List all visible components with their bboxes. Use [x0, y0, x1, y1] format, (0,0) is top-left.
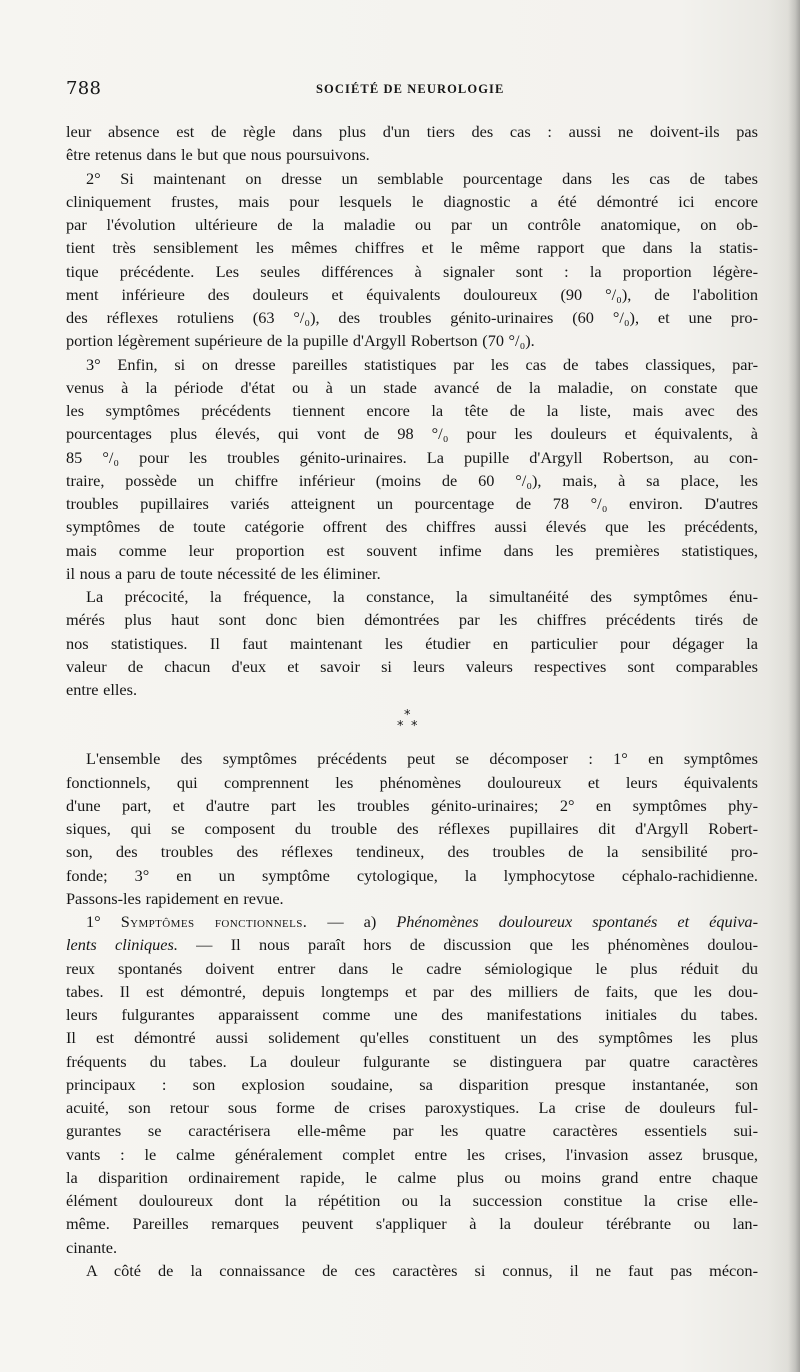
- text-line: 3° Enfin, si on dresse pareilles statistiques par les cas de tabes classiques, par-: [86, 354, 758, 374]
- text-line: leur absence est de règle dans plus d'un tiers des cas : aussi ne doivent-ils pas: [66, 122, 758, 141]
- asterisk: *: [411, 719, 418, 735]
- text-line: des réflexes rotuliens (63 °/₀), des troubles génito-urinaires (60 °/₀), et une pro-: [66, 308, 758, 327]
- heading-number: 1°: [86, 912, 121, 931]
- text-line: L'ensemble des symptômes précédents peut se décomposer : 1° en symptômes: [86, 749, 758, 769]
- asterisk: *: [404, 708, 411, 724]
- text-line: siques, qui se composent du trouble des réflexes pupillaires dit d'Argyll Robert-: [66, 819, 758, 838]
- text-line: pourcentages plus élevés, qui vont de 98 °/₀ pour les douleurs et équivalents, à: [66, 424, 758, 444]
- running-head: [66, 78, 758, 102]
- text-line: symptômes de toute catégorie offrent des chiffres aussi élevés que les précédents,: [66, 517, 758, 537]
- subsection-heading: Phénomènes douloureux spontanés et équiva-: [396, 912, 758, 931]
- asterisk: *: [397, 719, 404, 735]
- subsection-heading-cont: lents cliniques.: [66, 935, 178, 955]
- body-text: [66, 120, 758, 1282]
- text-line: cliniquement frustes, mais pour lesquels le diagnostic a été démontré ici encore: [66, 191, 758, 211]
- text-line: Il est démontré aussi solidement qu'elles constituent un des symptômes les plus: [66, 1028, 758, 1048]
- text-line-section-heading: [66, 910, 758, 933]
- text-line: 85 °/₀ pour les troubles génito-urinaires. La pupille d'Argyll Robertson, au con-: [66, 447, 758, 467]
- text-line: il nous a paru de toute nécessité de les éliminer.: [66, 563, 381, 583]
- text-line: élément douloureux dont la répétition ou la succession constitue la crise elle-: [66, 1191, 758, 1210]
- text-line: troubles pupillaires variés atteignent un pourcentage de 78 °/₀ environ. D'autres: [66, 494, 758, 513]
- text-line: tient très sensiblement les mêmes chiffres et le même rapport que dans la statis-: [66, 238, 758, 258]
- text-line: ment inférieure des douleurs et équivalents douloureux (90 °/₀), de l'abolition: [66, 284, 758, 304]
- text-line: principaux : son explosion soudaine, sa disparition presque instantanée, son: [66, 1074, 758, 1094]
- text-line: valeur de chacun d'eux et savoir si leurs valeurs respectives sont comparables: [66, 656, 758, 676]
- text-line: Passons-les rapidement en revue.: [66, 888, 284, 908]
- text-line: mais comme leur proportion est souvent infime dans les premières statistiques,: [66, 540, 758, 560]
- text-line: les symptômes précédents tiennent encore la tête de la liste, mais avec des: [66, 401, 758, 420]
- text-line: venus à la période d'état ou à un stade avancé de la maladie, on constate que: [66, 377, 758, 397]
- text-line: entre elles.: [66, 680, 138, 699]
- text-line: 2° Si maintenant on dresse un semblable pourcentage dans les cas de tabes: [86, 168, 758, 188]
- text-line: fonctionnels, qui comprennent les phénomènes douloureux et leurs équivalents: [66, 772, 758, 792]
- text-line: vants : le calme généralement complet entre les crises, l'invasion assez brusque,: [66, 1144, 758, 1164]
- text-line: fréquents du tabes. La douleur fulgurante se distinguera par quatre caractères: [66, 1051, 758, 1071]
- text-line: fonde; 3° en un symptôme cytologique, la lymphocytose céphalo-rachidienne.: [66, 865, 758, 885]
- text-line: par l'évolution ultérieure de la maladie ou par un contrôle anatomique, on ob-: [66, 215, 758, 234]
- text-line: même. Pareilles remarques peuvent s'appliquer à la douleur térébrante ou lan-: [66, 1214, 758, 1234]
- text-line: d'une part, et d'autre part les troubles génito-urinaires; 2° en symptômes phy-: [66, 795, 758, 815]
- text-line: leurs fulgurantes apparaissent comme une des manifestations initiales du tabes.: [66, 1005, 758, 1024]
- text-line: portion légèrement supérieure de la pupille d'Argyll Robertson (70 °/₀).: [66, 331, 535, 351]
- text-line: A côté de la connaissance de ces caractères si connus, il ne faut pas mécon-: [86, 1260, 758, 1280]
- text-line: reux spontanés doivent entrer dans le cadre sémiologique le plus réduit du: [66, 958, 758, 978]
- text-line: son, des troubles des réflexes tendineux, des troubles de la sensibilité pro-: [66, 842, 758, 862]
- text-line: cinante.: [66, 1237, 118, 1257]
- text-line: acuité, son retour sous forme de crises paroxystiques. La crise de douleurs ful-: [66, 1098, 758, 1117]
- text-line: mérés plus haut sont donc bien démontrées par les chiffres précédents tirés de: [66, 610, 758, 630]
- section-heading: Symptômes fonctionnels.: [120, 912, 308, 931]
- text-line: traire, possède un chiffre inférieur (moins de 60 °/₀), mais, à sa place, les: [66, 470, 758, 490]
- text-line: être retenus dans le but que nous poursuivons.: [66, 145, 370, 165]
- text-line: la disparition ordinairement rapide, le calme plus ou moins grand entre chaque: [66, 1167, 758, 1187]
- text-line: [66, 933, 758, 956]
- page-edge-shadow: [788, 0, 800, 1372]
- section-asterism: [66, 701, 758, 747]
- page-number: 788: [66, 78, 102, 99]
- text-run: — Il nous paraît hors de discussion que les phénomènes doulou-: [177, 935, 758, 955]
- text-line: tabes. Il est démontré, depuis longtemps et par des milliers de faits, que les dou-: [66, 981, 758, 1001]
- text-line: tique précédente. Les seules différences à signaler sont : la proportion légère-: [66, 261, 758, 281]
- text-line: La précocité, la fréquence, la constance, la simultanéité des symptômes énu-: [86, 587, 758, 606]
- heading-dash: — a): [307, 912, 397, 931]
- text-line: nos statistiques. Il faut maintenant les étudier en particulier pour dégager la: [66, 633, 758, 653]
- journal-title: SOCIÉTÉ DE NEUROLOGIE: [316, 82, 505, 96]
- text-line: gurantes se caractérisera elle-même par les quatre caractères essentiels sui-: [66, 1121, 758, 1141]
